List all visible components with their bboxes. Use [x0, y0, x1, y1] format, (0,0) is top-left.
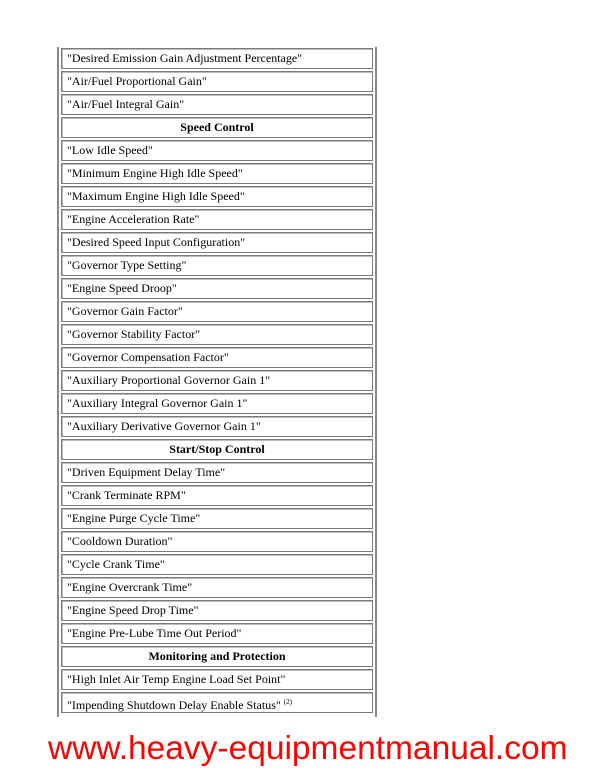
parameter-name: "Cycle Crank Time" [67, 557, 165, 571]
parameter-name: "Governor Compensation Factor" [67, 350, 229, 364]
table-row [61, 278, 373, 299]
table-bottom-edge [61, 715, 373, 717]
parameter-name: "Air/Fuel Proportional Gain" [67, 74, 207, 88]
parameter-name: "Auxiliary Integral Governor Gain 1" [67, 396, 248, 410]
parameter-name: "Crank Terminate RPM" [67, 488, 186, 502]
section-header [61, 117, 373, 138]
parameter-name: "Engine Acceleration Rate" [67, 212, 200, 226]
table-row [61, 508, 373, 529]
parameter-name: "Governor Gain Factor" [67, 304, 183, 318]
parameter-name: "Impending Shutdown Delay Enable Status" [67, 698, 281, 712]
table-row [61, 209, 373, 230]
table-row [61, 370, 373, 391]
section-title: Speed Control [180, 120, 254, 134]
table-row [61, 186, 373, 207]
parameter-name: "Governor Stability Factor" [67, 327, 201, 341]
section-title: Start/Stop Control [169, 442, 265, 456]
table-row [61, 554, 373, 575]
parameter-name: "Engine Speed Droop" [67, 281, 177, 295]
table-row [61, 347, 373, 368]
table-row [61, 600, 373, 621]
parameter-name: "Desired Speed Input Configuration" [67, 235, 246, 249]
table-row [61, 462, 373, 483]
parameter-name: "Auxiliary Proportional Governor Gain 1" [67, 373, 271, 387]
parameter-table [57, 47, 377, 717]
table-row [61, 232, 373, 253]
footnote-ref: (2) [283, 698, 292, 706]
table-row [61, 255, 373, 276]
parameter-name: "Maximum Engine High Idle Speed" [67, 189, 245, 203]
parameter-name: "Driven Equipment Delay Time" [67, 465, 226, 479]
table-row [61, 140, 373, 161]
section-header [61, 439, 373, 460]
parameter-name: "Engine Pre-Lube Time Out Period" [67, 626, 242, 640]
parameter-name: "Minimum Engine High Idle Speed" [67, 166, 243, 180]
parameter-name: "Air/Fuel Integral Gain" [67, 97, 185, 111]
parameter-name: "High Inlet Air Temp Engine Load Set Point" [67, 672, 286, 686]
table-row [61, 163, 373, 184]
section-header [61, 646, 373, 667]
watermark: www.heavy-equipmentmanual.com [48, 730, 568, 767]
table-row [61, 485, 373, 506]
parameter-name: "Auxiliary Derivative Governor Gain 1" [67, 419, 261, 433]
parameter-name: "Desired Emission Gain Adjustment Percentage" [67, 51, 303, 65]
section-title: Monitoring and Protection [148, 649, 286, 663]
table-row [61, 577, 373, 598]
table-row [61, 94, 373, 115]
parameter-name: "Low Idle Speed" [67, 143, 153, 157]
parameter-name: "Engine Overcrank Time" [67, 580, 193, 594]
parameter-name: "Engine Speed Drop Time" [67, 603, 199, 617]
table-row [61, 669, 373, 690]
parameter-name: "Cooldown Duration" [67, 534, 173, 548]
table-row [61, 531, 373, 552]
table-row [61, 623, 373, 644]
parameter-name: "Governor Type Setting" [67, 258, 187, 272]
table-row [61, 71, 373, 92]
table-row [61, 48, 373, 69]
table-row [61, 416, 373, 437]
table-row [61, 324, 373, 345]
parameter-name: "Engine Purge Cycle Time" [67, 511, 201, 525]
table-row [61, 692, 373, 713]
table-row [61, 301, 373, 322]
table-row [61, 393, 373, 414]
